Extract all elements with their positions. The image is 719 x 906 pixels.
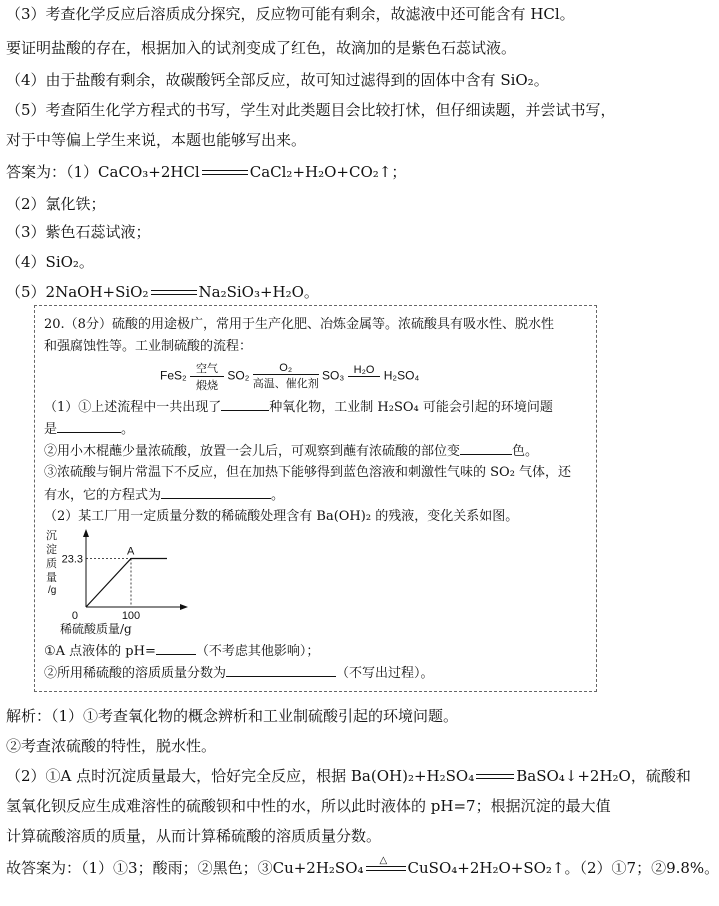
question-part: ②所用稀硫酸的溶质质量分数为	[44, 666, 227, 681]
text-line: （5）考查陌生化学方程式的书写，学生对此类题目会比较打怵，但仔细读题，并尝试书写，	[6, 101, 616, 119]
text-line: （2）氯化铁；	[6, 195, 106, 213]
question-part: 种氧化物，工业制 H₂SO₄ 可能会引起的环境问题	[269, 400, 553, 415]
question-text: ③浓硫酸与铜片常温下不反应，但在加热下能够得到蓝色溶液和刺激性气味的 SO₂ 气体，还	[44, 465, 572, 480]
question-part: ②用小木棍蘸少量浓硫酸，放置一会儿后，可观察到蘸有浓硫酸的部位变	[44, 444, 461, 459]
point-a-label: A	[127, 545, 135, 558]
analysis-line: ②考查浓硫酸的特性，脱水性。	[6, 737, 217, 755]
text-line: （4）SiO₂。	[6, 253, 94, 271]
data-line	[86, 559, 167, 607]
analysis-line: 解析：（1）①考查氧化物的概念辨析和工业制硫酸引起的环境问题。	[6, 707, 459, 725]
answer-blank[interactable]	[221, 398, 269, 411]
answer-blank[interactable]	[156, 642, 196, 655]
question-text	[44, 398, 553, 417]
question-part: 是	[44, 422, 58, 437]
question-text	[44, 642, 319, 661]
equals-sign	[366, 855, 406, 874]
answer-line	[6, 855, 719, 878]
question-part: （不写出过程）。	[336, 666, 434, 681]
text-line: 要证明盐酸的存在，根据加入的试剂变成了红色，故滴加的是紫色石蕊试液。	[6, 39, 517, 57]
origin-label: 0	[71, 610, 78, 622]
question-part: （1）①上述流程中一共出现了	[44, 400, 222, 415]
question-part: 。	[121, 422, 135, 437]
text-line: （3）紫色石蕊试液；	[6, 223, 151, 241]
flow-fes2: FeS₂	[160, 368, 187, 383]
equation-left: （5）2NaOH+SiO₂	[6, 283, 149, 301]
answer-line	[6, 282, 319, 302]
x-tick-label: 100	[121, 610, 141, 622]
question-text	[44, 486, 284, 505]
analysis-part: 故答案为：（1）①3；酸雨；②黑色；③Cu+2H₂SO₄	[6, 859, 364, 877]
question-part: 色。	[512, 444, 539, 459]
flow-arrow-1	[190, 360, 224, 393]
flow-condition: 高温、催化剂	[252, 378, 319, 390]
flow-arrow-3	[348, 364, 381, 389]
question-text: 20.（8分）硫酸的用途极广，常用于生产化肥、冶炼金属等。浓硫酸具有吸水性、脱水性	[44, 317, 554, 332]
question-text	[44, 664, 434, 683]
equation-left: 答案为：（1）CaCO₃+2HCl	[6, 163, 200, 181]
analysis-part: （2）①A 点时沉淀质量最大，恰好完全反应，根据 Ba(OH)₂+H₂SO₄	[6, 767, 475, 785]
question-text: 和强腐蚀性等。工业制硫酸的流程：	[44, 339, 253, 354]
answer-blank[interactable]	[161, 486, 271, 499]
x-axis-label: 稀硫酸质量/g	[60, 622, 132, 636]
equation-right: Na₂SiO₃+H₂O。	[198, 283, 319, 301]
analysis-line	[6, 766, 691, 786]
equals-sign	[151, 288, 197, 298]
flow-so3: SO₃	[322, 368, 345, 383]
equation-right: CaCl₂+H₂O+CO₂↑；	[249, 163, 407, 181]
question-part: 有水，它的方程式为	[44, 488, 162, 503]
equals-sign	[476, 772, 514, 782]
text-line: （3）考查化学反应后溶质成分探究，反应物可能有剩余，故滤液中还可能含有 HCl。	[6, 5, 575, 23]
y-axis-label-2: 淀	[46, 544, 57, 556]
analysis-part: CuSO₄+2H₂O+SO₂↑。（2）①7；②9.8%。	[407, 859, 719, 877]
y-axis-arrow	[83, 529, 89, 537]
flow-condition: 煅烧	[196, 380, 219, 392]
flow-condition: O₂	[253, 362, 319, 375]
question-part: （不考虑其他影响）；	[195, 644, 320, 659]
flow-h2so4: H₂SO₄	[383, 368, 420, 383]
flow-condition: 空气	[190, 360, 224, 377]
question-text	[44, 442, 538, 461]
text-line: 对于中等偏上学生来说，本题也能够写出来。	[6, 131, 307, 149]
analysis-line: 氢氧化钡反应生成难溶性的硫酸钡和中性的水，所以此时液体的 pH=7；根据沉淀的最大值	[6, 797, 611, 815]
y-tick-label: 23.3	[61, 553, 83, 566]
answer-blank[interactable]	[460, 442, 512, 455]
question-part: ①A 点液体的 pH=	[44, 644, 156, 659]
analysis-part: BaSO₄↓+2H₂O，硫酸和	[516, 767, 691, 785]
flow-condition-empty	[348, 377, 381, 389]
answer-blank[interactable]	[57, 420, 121, 433]
flow-arrow-2	[253, 362, 319, 391]
flow-so2: SO₂	[227, 368, 250, 383]
heat-symbol: △	[379, 855, 388, 866]
y-axis-label-4: 量	[46, 572, 57, 584]
answer-line	[6, 162, 406, 182]
question-part: 。	[271, 488, 285, 503]
y-axis-label-1: 沉	[46, 530, 57, 542]
equals-sign	[202, 168, 248, 178]
y-axis-label-3: 质	[46, 558, 57, 570]
x-axis-arrow	[180, 604, 188, 610]
y-axis-label-5: /g	[48, 585, 57, 596]
question-text	[44, 420, 134, 439]
flow-condition: H₂O	[348, 364, 381, 377]
analysis-line: 计算硫酸溶质的质量，从而计算稀硫酸的溶质质量分数。	[6, 827, 382, 845]
process-flow	[160, 360, 419, 393]
answer-blank[interactable]	[226, 664, 336, 677]
question-text: （2）某工厂用一定质量分数的稀硫酸处理含有 Ba(OH)₂ 的残液，变化关系如图。	[44, 509, 519, 524]
text-line: （4）由于盐酸有剩余，故碳酸钙全部反应，故可知过滤得到的固体中含有 SiO₂。	[6, 71, 549, 89]
